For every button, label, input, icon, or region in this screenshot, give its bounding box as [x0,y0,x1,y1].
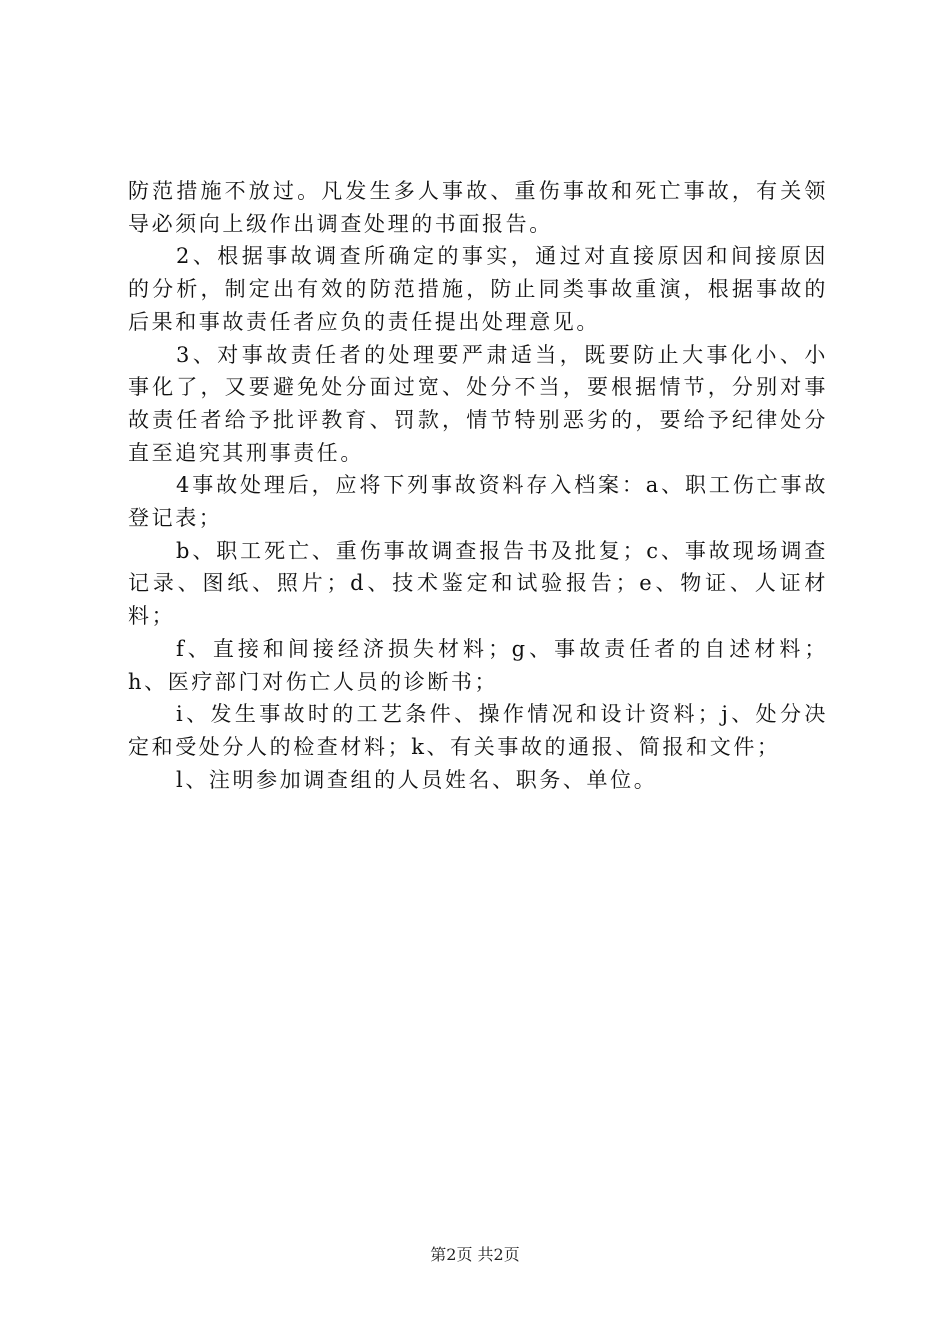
document-body [128,175,828,796]
paragraph-archive-l: l、注明参加调查组的人员姓名、职务、单位。 [176,767,658,792]
paragraph-continuation: 防范措施不放过。凡发生多人事故、重伤事故和死亡事故，有关领导必须向上级作出调查处理的书面报告。 [128,179,828,236]
paragraph-item-2: 2、根据事故调查所确定的事实，通过对直接原因和间接原因的分析，制定出有效的防范措施，防止同类事故重演，根据事故的后果和事故责任者应负的责任提出处理意见。 [128,244,828,334]
paragraph-item-4: 4事故处理后，应将下列事故资料存入档案：a、职工伤亡事故登记表； [128,473,828,531]
paragraph-archive-i-k: i、发生事故时的工艺条件、操作情况和设计资料；j、处分决定和受处分人的检查材料；k、有关事故的通报、简报和文件； [128,702,828,759]
page-number-footer: 第2页 共2页 [430,1245,520,1264]
paragraph-archive-b-e: b、职工死亡、重伤事故调查报告书及批复；c、事故现场调查记录、图纸、照片；d、技术鉴定和试验报告；e、物证、人证材料； [128,538,828,629]
paragraph-archive-f-h: f、直接和间接经济损失材料；g、事故责任者的自述材料；h、医疗部门对伤亡人员的诊断书； [128,636,828,694]
paragraph-item-3: 3、对事故责任者的处理要严肃适当，既要防止大事化小、小事化了，又要避免处分面过宽、处分不当，要根据情节，分别对事故责任者给予批评教育、罚款，情节特别恶劣的，要给予纪律处分直至追究其刑事责任。 [128,342,828,465]
